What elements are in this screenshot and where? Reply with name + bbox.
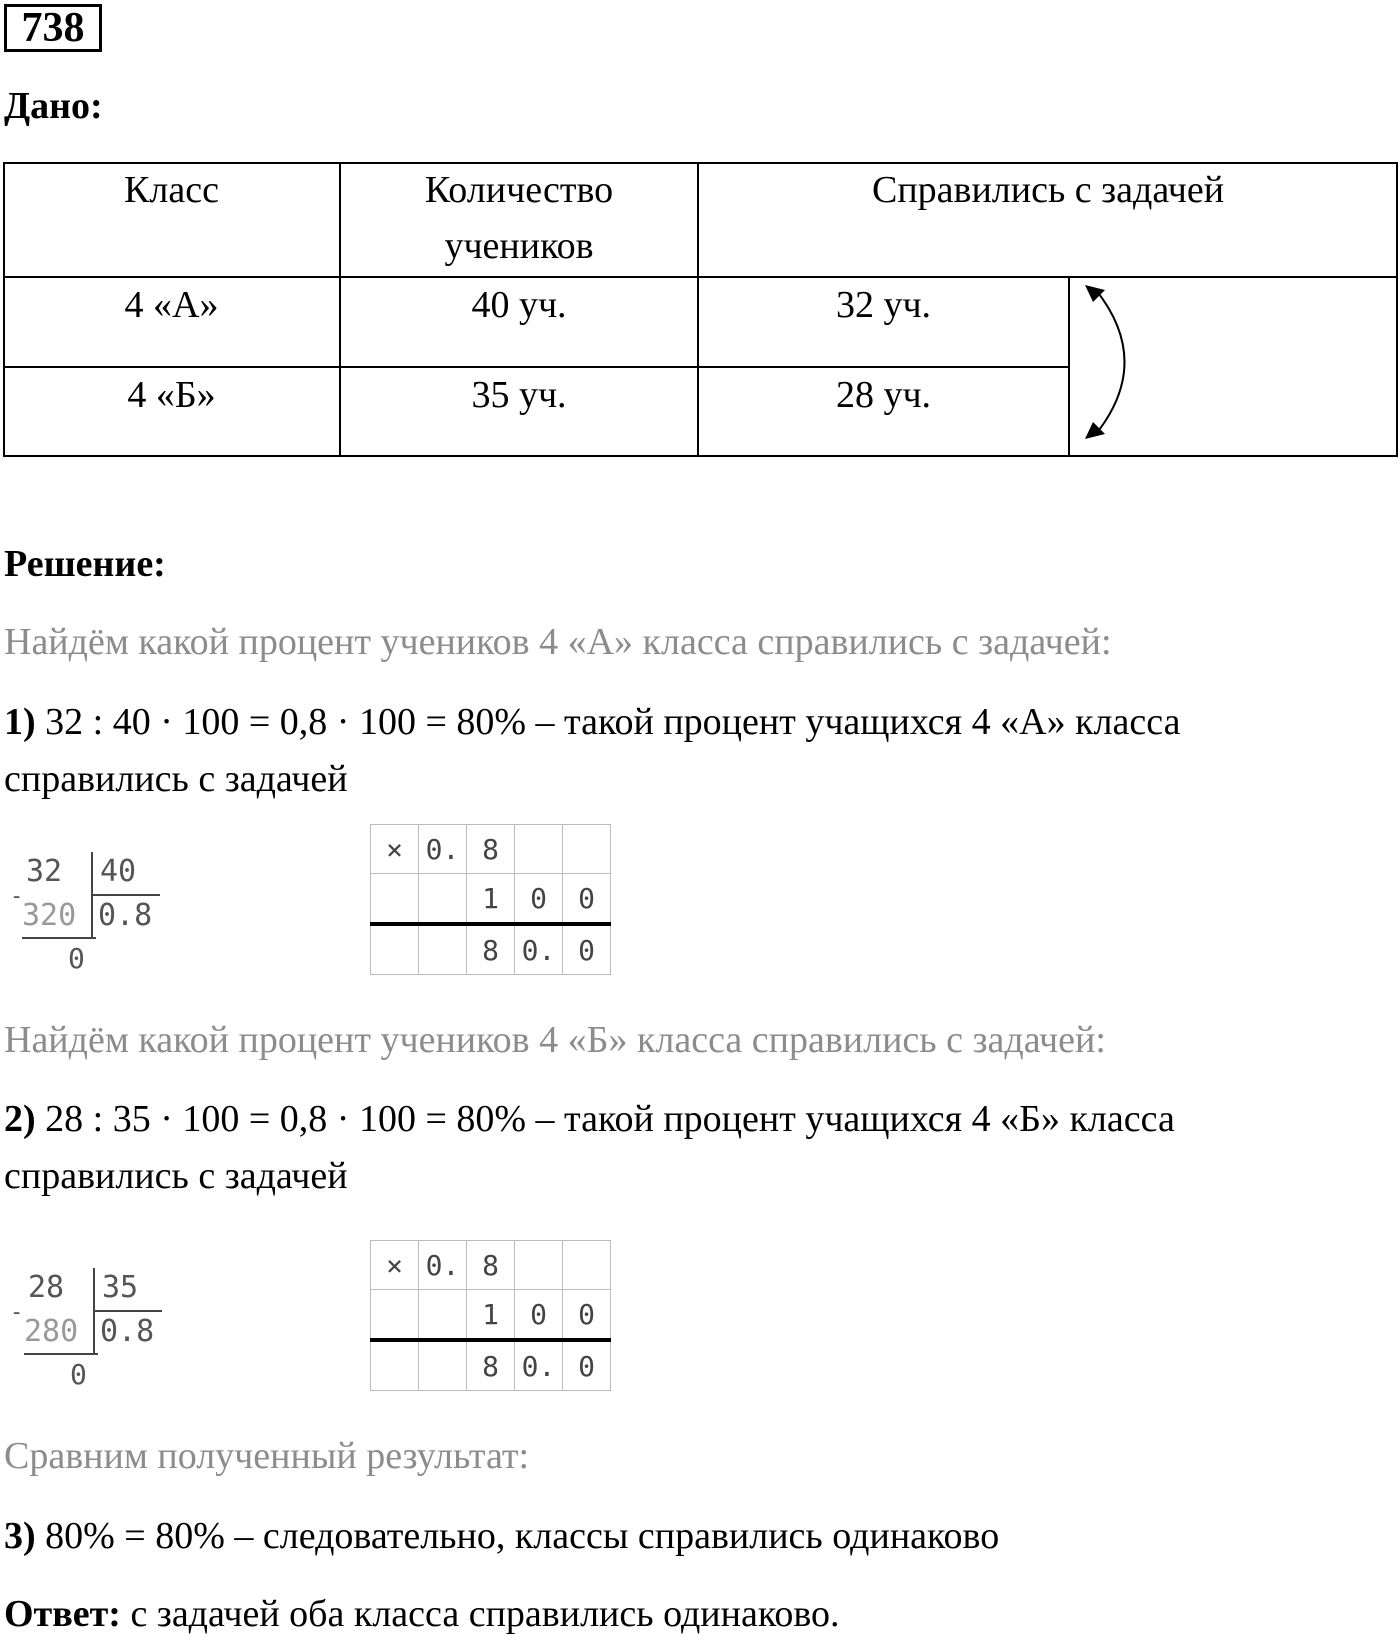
mult2-cell <box>371 1340 419 1391</box>
row-a-solved: 32 уч. <box>835 284 932 326</box>
div1-dividend: 32 <box>26 854 63 889</box>
header-solved: Справились с задачей <box>871 169 1225 211</box>
long-division-1 <box>10 850 170 980</box>
mult2-cell: 8 <box>467 1340 515 1391</box>
header-count-line2: учеников <box>444 225 594 267</box>
mult2-cell <box>419 1290 467 1341</box>
mult2-cell <box>419 1340 467 1391</box>
mult2-cell: 1 <box>467 1290 515 1341</box>
mult1-cell: 0 <box>515 874 563 925</box>
step3-number: 3) <box>4 1515 36 1557</box>
step2-intro: Найдём какой процент учеников 4 «Б» класса справились с задачей: <box>4 1019 1106 1061</box>
mult1-cell: 0. <box>419 825 467 874</box>
mult2-cell <box>371 1290 419 1341</box>
div1-product: 320 <box>22 898 77 933</box>
mult1-cell: 1 <box>467 874 515 925</box>
div2-product: 280 <box>24 1314 79 1349</box>
step1-number: 1) <box>4 701 36 743</box>
div2-divisor: 35 <box>102 1270 139 1305</box>
div1-remainder: 0 <box>68 942 85 975</box>
row-a-class: 4 «А» <box>124 284 219 326</box>
mult1-cell: 0. <box>515 924 563 975</box>
given-table <box>3 162 1399 458</box>
mult2-cell <box>563 1241 611 1290</box>
step3-expression <box>4 1514 999 1558</box>
mult2-sign: × <box>371 1241 419 1290</box>
long-division-2 <box>10 1266 170 1396</box>
row-b-class: 4 «Б» <box>127 374 216 416</box>
answer-label: Ответ: <box>4 1593 121 1635</box>
mult2-cell: 0 <box>563 1340 611 1391</box>
div1-minus: - <box>10 884 24 909</box>
step2-expression <box>4 1097 1175 1141</box>
mult1-cell <box>371 924 419 975</box>
step2-text: 28 : 35 · 100 = 0,8 · 100 = 80% – такой процент учащихся 4 «Б» класса <box>35 1098 1175 1140</box>
step3-text: 80% = 80% – следовательно, классы справились одинаково <box>35 1515 1000 1557</box>
mult1-cell: 0 <box>563 874 611 925</box>
row-b-count: 35 уч. <box>471 374 567 416</box>
step1-text: 32 : 40 · 100 = 0,8 · 100 = 80% – такой процент учащихся 4 «А» класса <box>35 701 1181 743</box>
mult1-sign: × <box>371 825 419 874</box>
step3-intro: Сравним полученный результат: <box>4 1435 530 1477</box>
mult2-cell: 0. <box>515 1340 563 1391</box>
mult1-cell <box>419 924 467 975</box>
div1-quotient: 0.8 <box>98 898 153 933</box>
mult1-cell: 8 <box>467 924 515 975</box>
mult2-cell: 0 <box>515 1290 563 1341</box>
mult1-cell: 8 <box>467 825 515 874</box>
solution-label: Решение: <box>4 543 166 585</box>
given-label: Дано: <box>4 85 103 127</box>
div2-dividend: 28 <box>28 1270 65 1305</box>
comparison-arrow-icon <box>1085 285 1125 439</box>
mult1-cell: 0 <box>563 924 611 975</box>
step2-number: 2) <box>4 1098 36 1140</box>
mult1-cell <box>563 825 611 874</box>
mult2-cell: 8 <box>467 1241 515 1290</box>
div1-divisor: 40 <box>100 854 137 889</box>
answer-text: с задачей оба класса справились одинаково. <box>120 1593 840 1635</box>
div2-minus: - <box>10 1300 24 1325</box>
row-a-count: 40 уч. <box>471 284 567 326</box>
answer <box>4 1592 840 1636</box>
mult2-cell <box>515 1241 563 1290</box>
mult1-cell <box>515 825 563 874</box>
problem-number: 738 <box>4 4 102 52</box>
mult1-cell <box>371 874 419 925</box>
header-class: Класс <box>124 169 219 211</box>
multiplication-grid-2 <box>370 1240 611 1391</box>
mult1-cell <box>419 874 467 925</box>
header-count-line1: Количество <box>424 169 614 211</box>
step2-continuation: справились с задачей <box>4 1155 348 1197</box>
row-b-solved: 28 уч. <box>835 374 932 416</box>
step1-intro: Найдём какой процент учеников 4 «А» класса справились с задачей: <box>4 621 1112 663</box>
div2-remainder: 0 <box>70 1358 87 1391</box>
mult2-cell: 0 <box>563 1290 611 1341</box>
multiplication-grid-1 <box>370 824 611 975</box>
mult2-cell: 0. <box>419 1241 467 1290</box>
div2-quotient: 0.8 <box>100 1314 155 1349</box>
step1-expression <box>4 700 1180 744</box>
step1-continuation: справились с задачей <box>4 758 348 800</box>
